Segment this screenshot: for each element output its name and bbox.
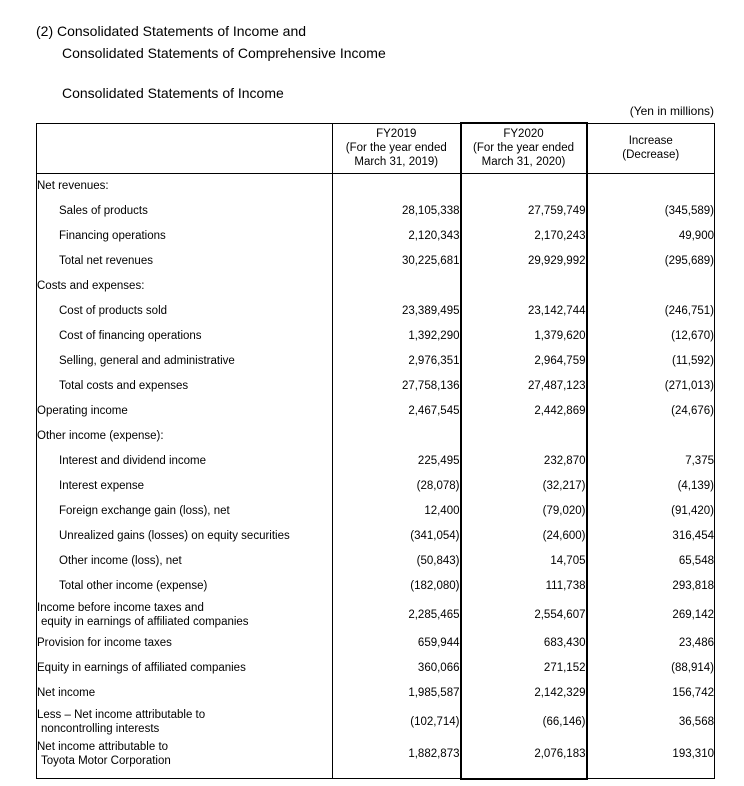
fy2020-value <box>461 173 587 199</box>
table-row <box>37 424 715 449</box>
fy2020-value <box>461 274 587 299</box>
table-row <box>37 631 715 656</box>
row-label-line1: Total costs and expenses <box>59 380 189 392</box>
change-value: (295,689) <box>587 249 715 274</box>
row-label-line1: Interest and dividend income <box>59 455 207 467</box>
fy2020-value: 232,870 <box>461 449 587 474</box>
table-row <box>37 173 715 199</box>
fy2019-value: (182,080) <box>333 574 461 599</box>
table-row <box>37 599 715 631</box>
row-label-line1: Total other income (expense) <box>59 580 208 592</box>
table-row <box>37 549 715 574</box>
row-label-line2: equity in earnings of affiliated companies <box>41 615 249 628</box>
change-value: 293,818 <box>587 574 715 599</box>
table-row <box>37 274 715 299</box>
subsection-title: Consolidated Statements of Income <box>62 85 284 101</box>
table-header-row <box>37 123 715 173</box>
change-value: 36,568 <box>587 706 715 738</box>
spacer-cell <box>587 770 715 779</box>
fy2020-value <box>461 424 587 449</box>
row-label <box>37 474 333 499</box>
fy2020-value: 23,142,744 <box>461 299 587 324</box>
fy2019-value: 2,467,545 <box>333 399 461 424</box>
row-label <box>37 549 333 574</box>
row-label <box>37 324 333 349</box>
fy2019-value: (50,843) <box>333 549 461 574</box>
fy2020-sub1: (For the year ended <box>472 142 574 155</box>
fy2020-value: 2,170,243 <box>461 224 587 249</box>
row-label <box>37 656 333 681</box>
change-value <box>587 424 715 449</box>
row-label <box>37 173 333 199</box>
fy2019-value: 360,066 <box>333 656 461 681</box>
row-label <box>37 349 333 374</box>
header-label-cell <box>37 123 333 173</box>
change-value: (271,013) <box>587 374 715 399</box>
table-row <box>37 474 715 499</box>
fy2019-value: 12,400 <box>333 499 461 524</box>
spacer-cell <box>333 770 461 779</box>
fy2019-value: 23,389,495 <box>333 299 461 324</box>
change-value: 193,310 <box>587 738 715 770</box>
row-label <box>37 199 333 224</box>
table-row <box>37 499 715 524</box>
fy2020-value: 27,759,749 <box>461 199 587 224</box>
change-value: 49,900 <box>587 224 715 249</box>
section-title-line2: Consolidated Statements of Comprehensive Income <box>62 45 386 61</box>
change-value: (24,676) <box>587 399 715 424</box>
row-label-line1: Other income (loss), net <box>59 555 182 567</box>
change-value: (345,589) <box>587 199 715 224</box>
row-label <box>37 681 333 706</box>
change-value: 23,486 <box>587 631 715 656</box>
change-value: 269,142 <box>587 599 715 631</box>
fy2019-sub1: (For the year ended <box>345 142 447 154</box>
fy2020-value: 29,929,992 <box>461 249 587 274</box>
row-label-line1: Foreign exchange gain (loss), net <box>59 505 230 517</box>
fy2020-value: 2,442,869 <box>461 399 587 424</box>
fy2019-value <box>333 424 461 449</box>
spacer-cell <box>37 770 333 779</box>
fy2019-title: FY2019 <box>376 128 417 140</box>
fy2019-sub2: March 31, 2019) <box>354 156 439 168</box>
row-label <box>37 224 333 249</box>
fy2019-value: 225,495 <box>333 449 461 474</box>
fy2019-value: (28,078) <box>333 474 461 499</box>
header-fy2020 <box>461 123 587 173</box>
spacer-cell <box>461 770 587 779</box>
fy2020-value: 271,152 <box>461 656 587 681</box>
fy2019-value <box>333 274 461 299</box>
fy2019-value: (341,054) <box>333 524 461 549</box>
row-label-line1: Unrealized gains (losses) on equity securities <box>59 530 290 542</box>
unit-note: (Yen in millions) <box>629 104 714 118</box>
row-label-line1: Financing operations <box>59 230 166 242</box>
fy2020-title: FY2020 <box>503 128 544 141</box>
table-row <box>37 299 715 324</box>
row-label-line2: Toyota Motor Corporation <box>41 754 171 767</box>
table-bottom-spacer <box>37 770 715 779</box>
fy2020-value: 14,705 <box>461 549 587 574</box>
row-label <box>37 599 333 631</box>
row-label-line1: Total net revenues <box>59 255 153 267</box>
row-label-line1: Net income <box>37 687 96 699</box>
table-row <box>37 574 715 599</box>
row-label-line1: Equity in earnings of affiliated companies <box>37 662 246 674</box>
table-row <box>37 324 715 349</box>
fy2019-value <box>333 173 461 199</box>
row-label-line1: Operating income <box>37 405 128 417</box>
row-label <box>37 424 333 449</box>
table-row <box>37 449 715 474</box>
fy2019-value: 27,758,136 <box>333 374 461 399</box>
row-label <box>37 631 333 656</box>
row-label <box>37 738 333 770</box>
header-fy2019 <box>333 123 461 173</box>
row-label <box>37 499 333 524</box>
fy2020-value: 27,487,123 <box>461 374 587 399</box>
change-value: 65,548 <box>587 549 715 574</box>
change-sub1: (Decrease) <box>622 149 680 161</box>
change-value <box>587 173 715 199</box>
fy2019-value: (102,714) <box>333 706 461 738</box>
row-label <box>37 706 333 738</box>
row-label <box>37 299 333 324</box>
fy2020-value: 2,142,329 <box>461 681 587 706</box>
fy2020-value: (66,146) <box>461 706 587 738</box>
fy2019-value: 1,882,873 <box>333 738 461 770</box>
row-label-line1: Sales of products <box>59 205 148 217</box>
row-label-line1: Provision for income taxes <box>37 637 172 649</box>
fy2019-value: 1,985,587 <box>333 681 461 706</box>
fy2020-value: (32,217) <box>461 474 587 499</box>
row-label <box>37 249 333 274</box>
fy2019-value: 1,392,290 <box>333 324 461 349</box>
fy2019-value: 30,225,681 <box>333 249 461 274</box>
fy2019-value: 28,105,338 <box>333 199 461 224</box>
table-row <box>37 681 715 706</box>
change-value <box>587 274 715 299</box>
change-value: (11,592) <box>587 349 715 374</box>
table-row <box>37 738 715 770</box>
fy2019-value: 2,285,465 <box>333 599 461 631</box>
change-value: (88,914) <box>587 656 715 681</box>
fy2020-value: (24,600) <box>461 524 587 549</box>
row-label <box>37 274 333 299</box>
fy2020-value: 1,379,620 <box>461 324 587 349</box>
table-row <box>37 349 715 374</box>
fy2020-value: (79,020) <box>461 499 587 524</box>
table-row <box>37 224 715 249</box>
income-statement-table <box>36 122 715 780</box>
header-change <box>587 123 715 173</box>
table-row <box>37 374 715 399</box>
table-row <box>37 524 715 549</box>
fy2019-value: 2,120,343 <box>333 224 461 249</box>
fy2019-value: 2,976,351 <box>333 349 461 374</box>
row-label-line1: Cost of products sold <box>59 305 168 317</box>
change-value: (246,751) <box>587 299 715 324</box>
change-value: (91,420) <box>587 499 715 524</box>
fy2020-value: 2,964,759 <box>461 349 587 374</box>
fy2020-value: 2,076,183 <box>461 738 587 770</box>
fy2020-sub2: March 31, 2020) <box>481 156 566 169</box>
table-row <box>37 706 715 738</box>
table-row <box>37 656 715 681</box>
section-title: (2) Consolidated Statements of Income and <box>36 23 307 39</box>
row-label <box>37 574 333 599</box>
row-label-line1: Net income attributable to <box>37 740 169 753</box>
change-value: 156,742 <box>587 681 715 706</box>
table-row <box>37 199 715 224</box>
change-value: 316,454 <box>587 524 715 549</box>
row-label <box>37 399 333 424</box>
fy2020-value: 683,430 <box>461 631 587 656</box>
row-label-line1: Costs and expenses: <box>37 280 145 292</box>
fy2019-value: 659,944 <box>333 631 461 656</box>
row-label-line1: Selling, general and administrative <box>59 355 235 367</box>
row-label <box>37 449 333 474</box>
fy2020-value: 2,554,607 <box>461 599 587 631</box>
row-label-line1: Less – Net income attributable to <box>37 708 206 721</box>
fy2020-value: 111,738 <box>461 574 587 599</box>
row-label-line1: Cost of financing operations <box>59 330 202 342</box>
table-row <box>37 249 715 274</box>
row-label-line2: noncontrolling interests <box>41 722 160 735</box>
row-label <box>37 374 333 399</box>
change-title: Increase <box>628 135 673 147</box>
row-label-line1: Interest expense <box>59 480 145 492</box>
table-row <box>37 399 715 424</box>
row-label-line1: Other income (expense): <box>37 430 164 442</box>
row-label-line1: Income before income taxes and <box>37 601 204 614</box>
row-label <box>37 524 333 549</box>
change-value: (4,139) <box>587 474 715 499</box>
row-label-line1: Net revenues: <box>37 180 109 192</box>
change-value: 7,375 <box>587 449 715 474</box>
change-value: (12,670) <box>587 324 715 349</box>
